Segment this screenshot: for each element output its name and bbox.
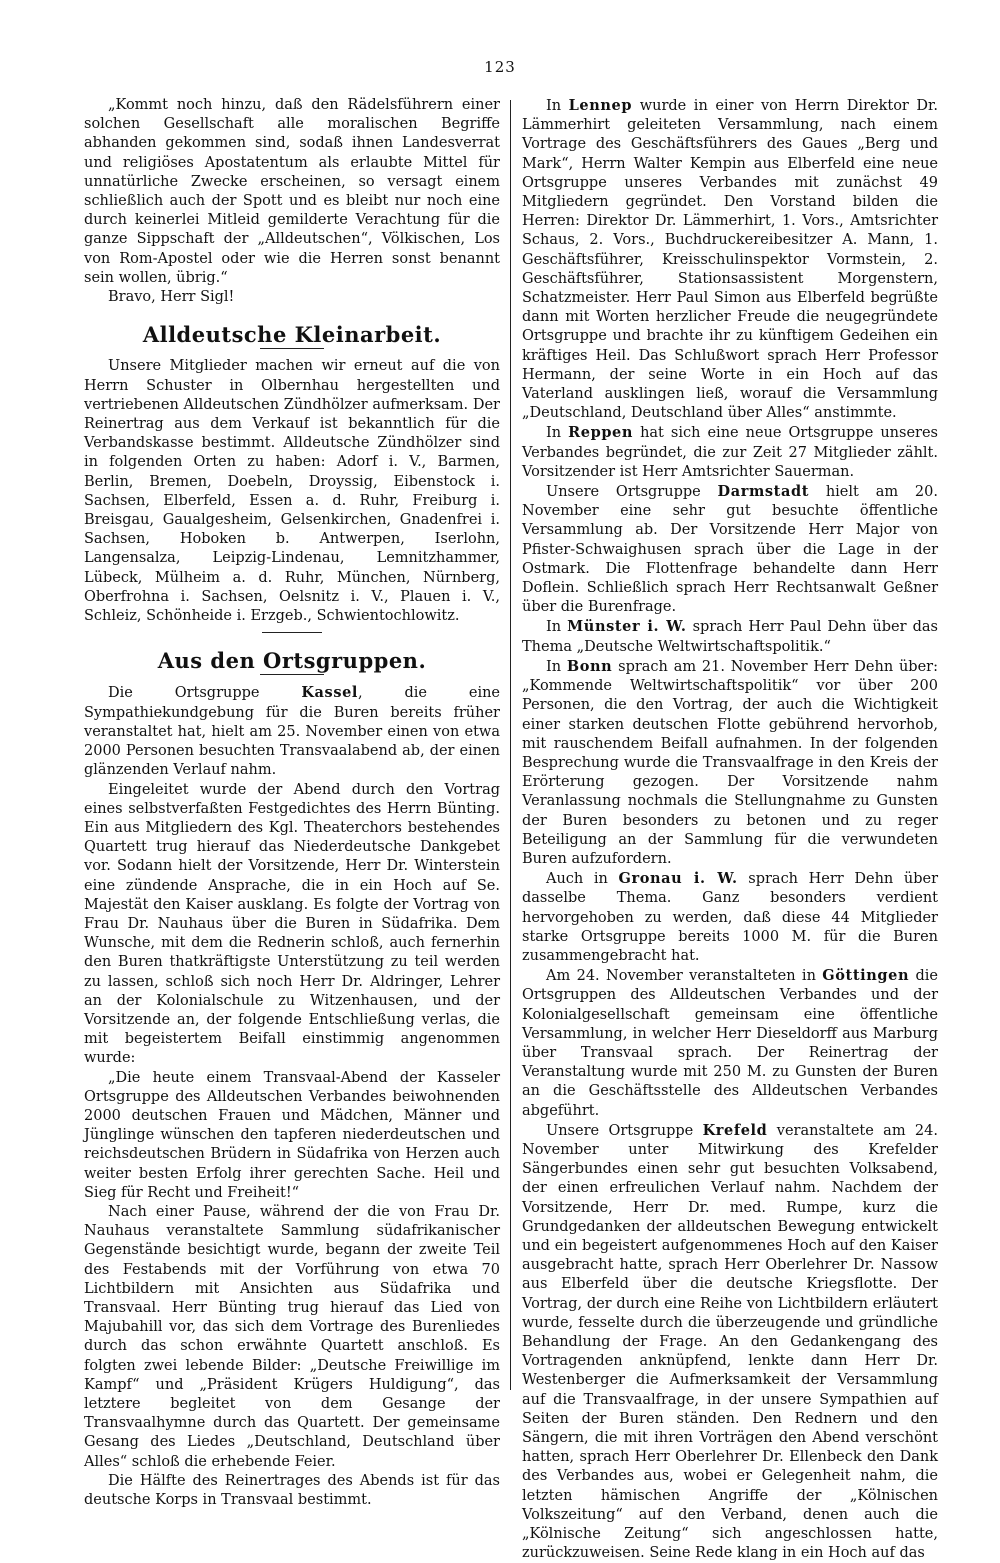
place-name-goettingen: Göttingen [822,967,910,985]
paragraph-kassel-second-part: Nach einer Pause, während der die von Frau Dr. Nauhaus veranstaltete Sammlung südafrikanischer Gegenstände besichtigt wurde, begann der zweite Teil des Festabends mit der Vorführung von etwa 70 Lichtbildern mit Ansichten aus Südafrika und Transvaal. Herr Bünting trug hierauf das Lied von Majubahill vor, das sich dem Vortrage des Burenliedes durch das schon erwähnte Quartett anschloß. Es folgten zwei lebende Bilder: „Deutsche Freiwillige im Kampf“ und „Präsident Krügers Huldigung“, das letztere begleitet von dem Gesange der Transvaalhymne durch das Quartett. Der gemeinsame Gesang des Liedes „Deutschland, Deutschland über Alles“ schloß die erhebende Feier. [84,1203,500,1470]
text-run: In [546,98,569,114]
place-name-gronau: Gronau i. W. [618,870,738,888]
text-run: In [546,658,567,675]
paragraph-krefeld [522,1121,938,1563]
page-number: 123 [484,58,516,76]
text-run: , die eine Sympathiekundgebung für die Buren bereits früher veranstaltet hat, hielt am 25. November einen von etwa 2000 Personen besuchten Transvaalabend ab, der einen glänzenden Verlauf nahm. [84,685,500,779]
text-run: Unsere Ortsgruppe [546,1122,703,1139]
text-run: Unsere Ortsgruppe [546,484,718,501]
place-name-lennep: Lennep [568,97,633,114]
left-column [84,96,500,1510]
paragraph-gronau [522,869,938,966]
text-run: wurde in einer von Herrn Direktor Dr. Lämmerhirt geleiteten Versammlung, nach einem Vortrage des Geschäftsführers des Gaues „Berg und Mark“, Herrn Walter Kempin aus Elberfeld eine neue Ortsgruppe unseres Verbandes mit zunächst 49 Mitgliedern gegründet. Den Vorstand bilden die Herren: Direktor Dr. Lämmerhirt, 1. Vors., Amtsrichter Schaus, 2. Vors., Buchdruckereibesitzer A. Mann, 1. Geschäftsführer, Kreisschulinspektor Vormstein, 2. Geschäftsführer, Stationsassistent Morgenstern, Schatzmeister. Herr Paul Simon aus Elberfeld begrüßte dann mit Worten herzlicher Freude die neugegründete Ortsgruppe und brachte ihr zu künftigem Gedeihen ein kräftiges Heil. Das Schlußwort sprach Herr Professor Hermann, der seine Worte in ein Hoch auf das Vaterland ausklingen ließ, worauf die Versammlung „Deutschland, Deutschland über Alles“ anstimmte. [522,98,938,422]
right-column [522,96,938,1563]
text-run: In [546,619,568,636]
paragraph-muenster [522,617,938,656]
paragraph-kassel [84,683,500,780]
heading-ortsgruppen: Aus den Ortsgruppen. [157,648,427,674]
text-run: sprach am 21. November Herr Dehn über: „Kommende Weltwirtschaftspolitik“ vor über 200 Personen, die den Vortrag, der auch die Wichtigkeit einer starken deutschen Flotte gebührend hervorhob, mit rauschendem Beifall aufnahmen. In der folgenden Besprechung wurde die Transvaalfrage in den Kreis der Erörterung gezogen. Der Vorsitzende nahm Veranlassung nochmals die Stellungnahme zu Gunsten der Buren besonders zu betonen und zu reger Beteiligung an der Sammlung für die verwundeten Buren aufzufordern. [522,658,938,867]
heading-kleinarbeit: Alldeutsche Kleinarbeit. [142,322,442,348]
heading-underline [260,348,324,349]
paragraph-kassel-program: Eingeleitet wurde der Abend durch den Vortrag eines selbstverfaßten Festgedichtes des Herrn Bünting. Ein aus Mitgliedern des Kgl. Theaterchors bestehendes Quartett trug hierauf das Niederdeutsche Dankgebet vor. Sodann hielt der Vorsitzende, Herr Dr. Winterstein eine zündende Ansprache, die in ein Hoch auf Se. Majestät den Kaiser ausklang. Es folgte der Vortrag von Frau Dr. Nauhaus über die Buren in Südafrika. Dem Wunsche, mit dem die Rednerin schloß, auch fernerhin den Buren thatkräftigste Unterstützung zu teil werden zu lassen, schloß sich noch Herr Dr. Aldringer, Lehrer an der Kolonialschule zu Witzenhausen, und der Vorsitzende an, der folgende Entschließung verlas, die mit begeistertem Beifall einstimmig angenommen wurde: [84,781,500,1067]
column-divider [510,100,511,1390]
paragraph-darmstadt [522,482,938,617]
text-run: veranstaltete am 24. November unter Mitwirkung des Krefelder Sängerbundes einen sehr gut besuchten Volksabend, der einen erfreulichen Verlauf nahm. Nachdem der Vorsitzende, Herr Dr. med. Rumpe, kurz die Grundgedanken der alldeutschen Bewegung entwickelt und ein begeistert aufgenommenes Hoch auf den Kaiser ausgebracht hatte, sprach Herr Oberlehrer Dr. Nassow aus Elberfeld über die deutsche Kriegsflotte. Der Vortrag, der durch eine Reihe von Lichtbildern erläutert wurde, fesselte durch die überzeugende und gründliche Behandlung der Frage. An den Gedankengang des Vortragenden anknüpfend, lenkte dann Herr Dr. Westenberger die Aufmerksamkeit der Versammlung auf die Transvaalfrage, in der unsere Sympathien auf Seiten der Buren ständen. Den Rednern und den Sängern, die mit ihren Vorträgen den Abend verschönt hatten, sprach Herr Oberlehrer Dr. Ellenbeck den Dank des Verbandes aus, wobei er Gelegenheit nahm, die letzten hämischen Angriffe der „Kölnischen Volkszeitung“ auf den Verband, denen auch die „Kölnische Zeitung“ sich angeschlossen hatte, zurückzuweisen. Seine Rede klang in ein Hoch auf das [522,1122,938,1562]
text-run: Die Ortsgruppe [108,685,302,702]
place-name-reppen: Reppen [568,424,634,442]
place-name-kassel: Kassel [301,684,359,702]
paragraph-kleinarbeit: Unsere Mitglieder machen wir erneut auf die von Herrn Schuster in Olbernhau hergestellten und vertriebenen Alldeutschen Zündhölzer aufmerksam. Der Reinertrag aus dem Verkauf ist bekanntlich für die Verbandskasse bestimmt. Alldeutsche Zündhölzer sind in folgenden Orten zu haben: Adorf i. V., Barmen, Berlin, Bremen, Doebeln, Droyssig, Eibenstock i. Sachsen, Elberfeld, Essen a. d. Ruhr, Freiburg i. Breisgau, Gaualgesheim, Gelsenkirchen, Gnadenfrei i. Sachsen, Hoboken b. Antwerpen, Iserlohn, Langensalza, Leipzig-Lindenau, Lemnitzhammer, Lübeck, Mülheim a. d. Ruhr, München, Nürnberg, Oberfrohna i. Sachsen, Oelsnitz i. V., Plauen i. V., Schleiz, Schönheide i. Erzgeb., Schwientochlowitz. [84,358,500,625]
paragraph-quote-sigl: „Kommt noch hinzu, daß den Rädelsführern einer solchen Gesellschaft alle moralischen Begriffe abhanden gekommen sind, sodaß ihnen Landesverrat und religiöses Apostatentum als erlaubte Mittel für unnatürliche Zwecke erscheinen, so versagt einem schließlich auch der Spott und es bleibt nur noch eine durch keinerlei Mitleid gemilderte Verachtung für die ganze Sippschaft der „Alldeutschen“, Völkischen, Los von Rom-Apostel oder wie die Herren sonst benannt sein wollen, übrig.“ [84,97,500,286]
place-name-muenster: Münster i. W. [567,618,687,636]
text-run: sprach Herr Dehn über dasselbe Thema. Ganz besonders verdient hervorgehoben zu werden, daß diese 44 Mitglieder starke Ortsgruppe bereits 1000 M. für die Buren zusammengebracht hat. [522,871,938,964]
place-name-darmstadt: Darmstadt [717,483,809,501]
text-run: hielt am 20. November eine sehr gut besuchte öffentliche Versammlung ab. Der Vorsitzende Herr Major von Pfister-Schwaighusen sprach über die Lage in der Ostmark. Die Flottenfrage behandelte dann Herr Doflein. Schließlich sprach Herr Rechtsanwalt Geßner über die Burenfrage. [522,484,938,616]
heading-underline [260,674,324,675]
text-run: die Ortsgruppen des Alldeutschen Verbandes und der Kolonialgesellschaft gemeinsam eine öffentliche Versammlung, in welcher Herr Dieseldorff aus Marburg über Transvaal sprach. Der Reinertrag der Veranstaltung wurde mit 250 M. zu Gunsten der Buren an die Geschäftsstelle des Alldeutschen Verbandes abgeführt. [522,968,938,1119]
paragraph-resolution: „Die heute einem Transvaal-Abend der Kasseler Ortsgruppe des Alldeutschen Verbandes beiwohnenden 2000 deutschen Frauen und Mädchen, Männer und Jünglinge wünschen den tapferen niederdeutschen und reichsdeutschen Brüdern in Südafrika von Herzen auch weiter besten Erfolg ihrer gerechten Sache. Heil und Sieg für Recht und Freiheit!“ [84,1069,500,1201]
paragraph-bonn [522,657,938,869]
paragraph-goettingen [522,966,938,1121]
paragraph-reppen [522,423,938,482]
paragraph-lennep [522,96,938,423]
section-divider [262,632,322,633]
text-run: In [546,425,569,442]
paragraph-bravo: Bravo, Herr Sigl! [108,289,235,306]
text-run: Am 24. November veranstalteten in [546,968,823,985]
text-run: Auch in [546,871,619,888]
text-run: hat sich eine neue Ortsgruppe unseres Verbandes begründet, die zur Zeit 27 Mitglieder zählt. Vorsitzender ist Herr Amtsrichter Sauerman. [522,425,938,480]
place-name-krefeld: Krefeld [702,1121,768,1139]
text-run: sprach Herr Paul Dehn über das Thema „Deutsche Weltwirtschaftspolitik.“ [522,619,938,655]
paragraph-kassel-proceeds: Die Hälfte des Reinertrages des Abends ist für das deutsche Korps in Transvaal bestimmt. [84,1472,500,1509]
place-name-bonn: Bonn [566,657,613,675]
